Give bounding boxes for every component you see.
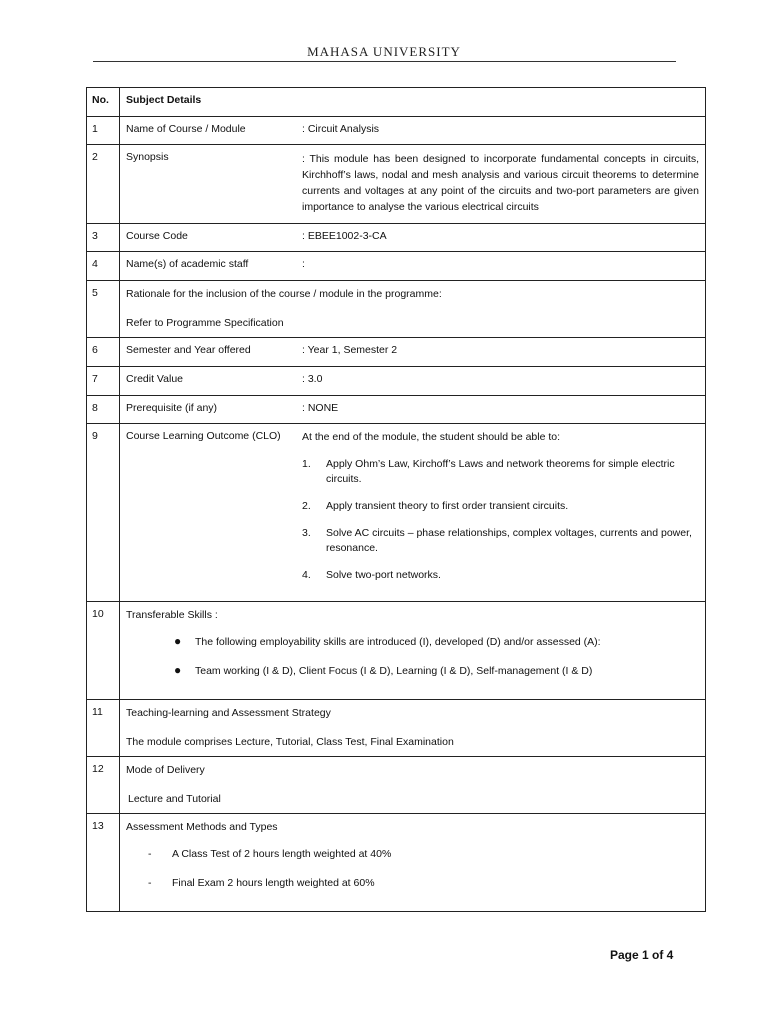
row-number: 6: [87, 338, 120, 367]
row-label: Transferable Skills :: [126, 609, 218, 621]
list-item: [302, 568, 699, 583]
list-item-text: Apply transient theory to first order transient circuits.: [326, 500, 569, 512]
list-item: [126, 664, 699, 679]
list-item: [302, 457, 699, 487]
table-row: [87, 281, 706, 338]
list-item-number: 3.: [302, 527, 311, 539]
row-number: 10: [87, 602, 120, 700]
row-number: 9: [87, 424, 120, 602]
list-item-text: The following employability skills are introduced (I), developed (D) and/or assessed (A):: [195, 636, 601, 648]
dash-marker: -: [148, 877, 152, 889]
dash-marker: -: [148, 848, 152, 860]
row-value: : NONE: [302, 402, 339, 414]
synopsis-text: : This module has been designed to incorporate fundamental concepts in circuits, Kirchhoff’s laws, nodal and mesh analysis and various circuit theorems to determine currents and voltages at any point of the circuits and two-port parameters are given importance to analyse the various electrical circuits: [302, 153, 699, 213]
row-label: Name of Course / Module: [126, 123, 246, 135]
list-item: [126, 876, 699, 891]
title-divider: [93, 61, 676, 62]
row-label: Name(s) of academic staff: [126, 258, 249, 270]
row-value: Refer to Programme Specification: [126, 317, 284, 329]
page-number: Page 1 of 4: [610, 948, 674, 962]
row-number: 3: [87, 224, 120, 252]
list-item: [302, 526, 699, 556]
row-label: Rationale for the inclusion of the course / module in the programme:: [126, 288, 442, 300]
row-label: Mode of Delivery: [126, 764, 205, 776]
row-value: : 3.0: [302, 373, 323, 385]
clo-intro: At the end of the module, the student should be able to:: [302, 431, 561, 443]
row-label: Credit Value: [126, 373, 184, 385]
list-item-number: 4.: [302, 569, 311, 581]
table-row: [87, 338, 706, 367]
table-row: [87, 367, 706, 396]
table-row: [87, 814, 706, 912]
row-number: 4: [87, 252, 120, 281]
clo-list: [302, 457, 699, 583]
table-row: [87, 424, 706, 602]
row-value: : EBEE1002-3-CA: [302, 230, 387, 242]
table-row: [87, 117, 706, 145]
row-number: 1: [87, 117, 120, 145]
table-row: [87, 145, 706, 224]
list-item-number: 1.: [302, 458, 311, 470]
subject-details-table: [86, 87, 706, 912]
row-number: 2: [87, 145, 120, 224]
row-value: The module comprises Lecture, Tutorial, Class Test, Final Examination: [126, 736, 454, 748]
list-item: [302, 499, 699, 514]
row-value: :: [302, 258, 305, 270]
table-row: [87, 252, 706, 281]
list-item: [126, 847, 699, 862]
bullet-icon: ●: [174, 634, 182, 648]
row-label: Course Learning Outcome (CLO): [126, 430, 281, 442]
row-number: 7: [87, 367, 120, 396]
row-number: 11: [87, 700, 120, 757]
row-value: Lecture and Tutorial: [128, 793, 221, 805]
row-value: : Year 1, Semester 2: [302, 344, 398, 356]
bullet-icon: ●: [174, 663, 182, 677]
row-value: : Circuit Analysis: [302, 123, 380, 135]
assessment-list: [126, 847, 699, 891]
row-number: 13: [87, 814, 120, 912]
row-label: Course Code: [126, 230, 188, 242]
row-label: Teaching-learning and Assessment Strategy: [126, 707, 331, 719]
list-item-text: Team working (I & D), Client Focus (I & D), Learning (I & D), Self-management (I & D): [195, 665, 593, 677]
list-item-text: Solve AC circuits – phase relationships, complex voltages, currents and power, resonance.: [326, 527, 692, 554]
table-row: [87, 700, 706, 757]
header-subject-details: Subject Details: [120, 88, 706, 117]
row-label: Semester and Year offered: [126, 344, 251, 356]
list-item-number: 2.: [302, 500, 311, 512]
table-header-row: [87, 88, 706, 117]
university-title: MAHASA UNIVERSITY: [307, 44, 461, 59]
list-item-text: A Class Test of 2 hours length weighted at 40%: [172, 848, 392, 860]
skills-list: [126, 635, 699, 679]
list-item-text: Final Exam 2 hours length weighted at 60%: [172, 877, 375, 889]
list-item-text: Apply Ohm’s Law, Kirchoff’s Laws and network theorems for simple electric circuits.: [326, 458, 675, 485]
table-row: [87, 602, 706, 700]
list-item: [126, 635, 699, 650]
table-row: [87, 396, 706, 424]
row-label: Prerequisite (if any): [126, 402, 218, 414]
list-item-text: Solve two-port networks.: [326, 569, 441, 581]
table-row: [87, 224, 706, 252]
row-number: 8: [87, 396, 120, 424]
row-label: Synopsis: [126, 151, 169, 163]
row-number: 12: [87, 757, 120, 814]
header-no: No.: [87, 88, 120, 117]
row-number: 5: [87, 281, 120, 338]
row-label: Assessment Methods and Types: [126, 821, 278, 833]
table-row: [87, 757, 706, 814]
